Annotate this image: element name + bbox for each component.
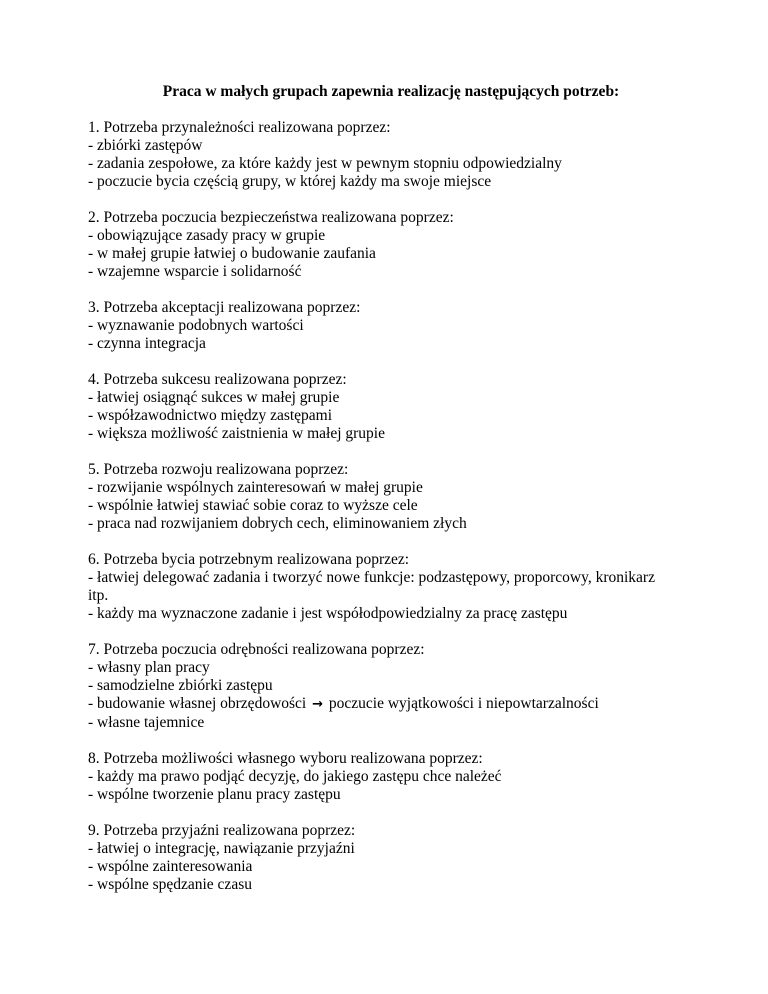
arrow-item-before: - budowanie własnej obrzędowości	[88, 695, 307, 712]
section-3	[88, 299, 688, 353]
list-item: - współzawodnictwo między zastępami	[88, 407, 333, 424]
list-item: - praca nad rozwijaniem dobrych cech, eliminowaniem złych	[88, 515, 467, 532]
list-item: - każdy ma wyznaczone zadanie i jest współodpowiedzialny za pracę zastępu	[88, 605, 568, 622]
section-heading: 3. Potrzeba akceptacji realizowana poprzez:	[88, 299, 361, 316]
section-heading: 1. Potrzeba przynależności realizowana poprzez:	[88, 119, 391, 136]
list-item: - większa możliwość zaistnienia w małej grupie	[88, 425, 385, 442]
list-item: - wspólne zainteresowania	[88, 858, 253, 875]
section-heading: 8. Potrzeba możliwości własnego wyboru realizowana poprzez:	[88, 750, 483, 767]
section-heading: 4. Potrzeba sukcesu realizowana poprzez:	[88, 371, 347, 388]
section-2	[88, 209, 688, 281]
section-heading: 5. Potrzeba rozwoju realizowana poprzez:	[88, 461, 349, 478]
list-item: - łatwiej delegować zadania i tworzyć nowe funkcje: podzastępowy, proporcowy, kronikarz	[88, 569, 655, 586]
list-item: - wspólne spędzanie czasu	[88, 876, 252, 893]
section-4	[88, 371, 688, 443]
list-item-continuation: itp.	[88, 587, 109, 604]
list-item: - wyznawanie podobnych wartości	[88, 317, 304, 334]
list-item-with-arrow	[88, 695, 688, 714]
list-item: - poczucie bycia częścią grupy, w której każdy ma swoje miejsce	[88, 173, 492, 190]
section-6	[88, 551, 688, 623]
section-heading: 9. Potrzeba przyjaźni realizowana poprzez:	[88, 822, 356, 839]
list-item: - każdy ma prawo podjąć decyzję, do jakiego zastępu chce należeć	[88, 768, 502, 785]
list-item: - obowiązujące zasady pracy w grupie	[88, 227, 326, 244]
list-item: - wzajemne wsparcie i solidarność	[88, 263, 302, 280]
section-heading: 7. Potrzeba poczucia odrębności realizowana poprzez:	[88, 641, 425, 658]
list-item: - czynna integracja	[88, 335, 206, 352]
right-arrow-icon: →	[312, 697, 324, 712]
section-heading: 6. Potrzeba bycia potrzebnym realizowana poprzez:	[88, 551, 410, 568]
list-item: - własne tajemnice	[88, 714, 205, 731]
document-title: Praca w małych grupach zapewnia realizację następujących potrzeb:	[162, 83, 620, 100]
document-page	[88, 83, 688, 912]
section-8	[88, 750, 688, 804]
list-item: - wspólne tworzenie planu pracy zastępu	[88, 786, 341, 803]
list-item: - samodzielne zbiórki zastępu	[88, 677, 273, 694]
section-heading: 2. Potrzeba poczucia bezpieczeństwa realizowana poprzez:	[88, 209, 454, 226]
list-item: - w małej grupie łatwiej o budowanie zaufania	[88, 245, 376, 262]
list-item: - własny plan pracy	[88, 659, 210, 676]
section-9	[88, 822, 688, 894]
list-item: - łatwiej o integrację, nawiązanie przyjaźni	[88, 840, 355, 857]
arrow-item-after: poczucie wyjątkowości i niepowtarzalności	[328, 695, 599, 712]
list-item: - zadania zespołowe, za które każdy jest w pewnym stopniu odpowiedzialny	[88, 155, 562, 172]
list-item: - wspólnie łatwiej stawiać sobie coraz to wyższe cele	[88, 497, 418, 514]
section-7	[88, 641, 688, 732]
list-item: - rozwijanie wspólnych zainteresowań w małej grupie	[88, 479, 423, 496]
section-5	[88, 461, 688, 533]
list-item: - łatwiej osiągnąć sukces w małej grupie	[88, 389, 340, 406]
section-1	[88, 119, 688, 191]
list-item: - zbiórki zastępów	[88, 137, 203, 154]
